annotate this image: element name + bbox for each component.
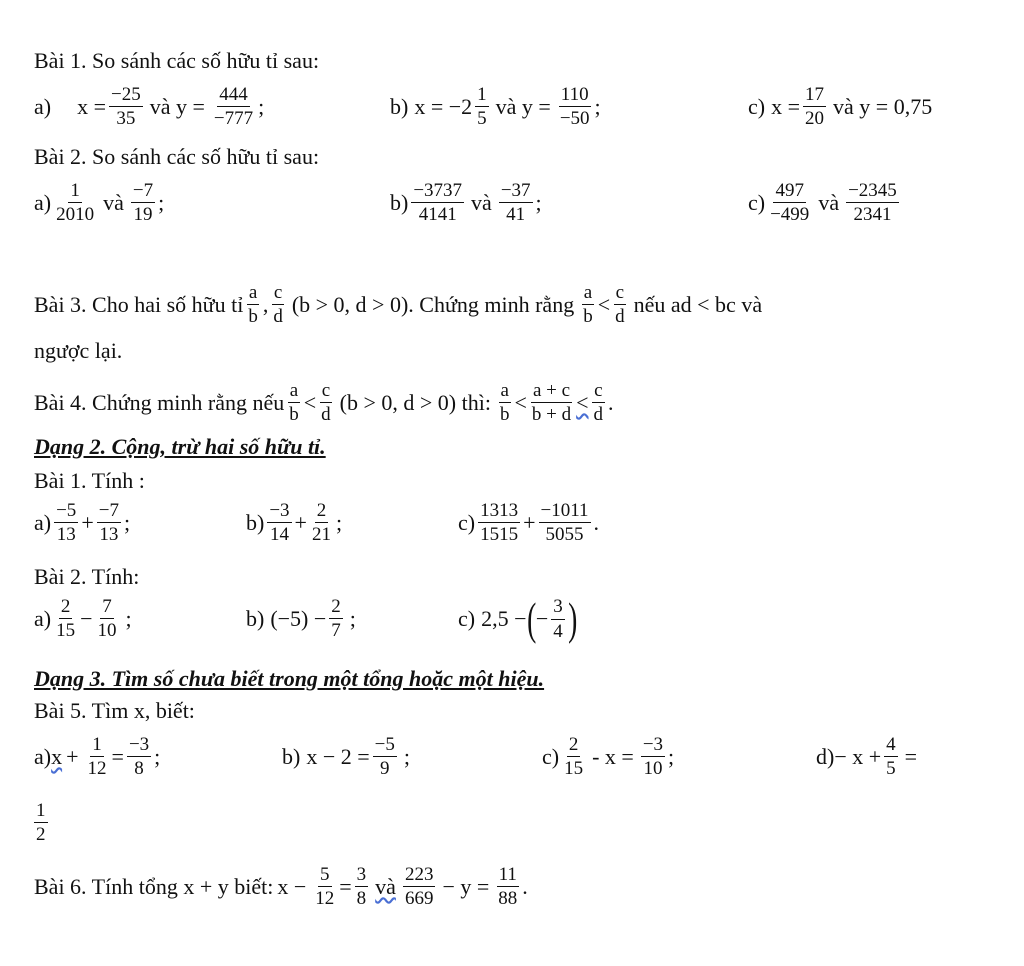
expression-text: x − 2 =: [306, 743, 370, 769]
exercise-6-line: [34, 864, 528, 910]
item-label: b): [390, 189, 409, 215]
left-parenthesis: (: [526, 593, 536, 644]
punctuation: ;: [123, 509, 131, 535]
numerator: a: [288, 380, 300, 403]
numerator: 223: [403, 864, 436, 887]
denominator: 7: [331, 620, 341, 642]
exercise-2-title: Bài 2. So sánh các số hữu tỉ sau:: [34, 144, 320, 169]
right-parenthesis: ): [567, 593, 578, 644]
denominator: 88: [498, 888, 518, 910]
operator: <: [303, 389, 317, 415]
fraction: [475, 84, 489, 130]
numerator: 17: [803, 84, 826, 107]
denominator: 13: [99, 524, 119, 546]
fraction: [96, 596, 119, 642]
numerator: 1: [34, 800, 48, 823]
exercise-5a: [34, 734, 160, 780]
numerator: −3: [267, 500, 291, 523]
denominator: 15: [564, 758, 584, 780]
punctuation: ,: [262, 291, 269, 317]
denominator: 5: [477, 108, 487, 130]
fraction: [54, 500, 78, 546]
punctuation: ;: [154, 743, 161, 769]
numerator: 2: [329, 596, 343, 619]
fraction: [267, 500, 291, 546]
expression-text: x = −2: [414, 93, 473, 119]
numerator: 2: [567, 734, 581, 757]
numerator: c: [614, 282, 626, 305]
denominator: 12: [315, 888, 335, 910]
exercise-1a: [34, 84, 264, 130]
operator: +: [66, 743, 79, 769]
expression-text: và: [471, 189, 492, 215]
denominator: −499: [770, 204, 810, 226]
denominator: 4: [553, 620, 563, 642]
s2-exercise-1c: [458, 500, 599, 546]
exercise-5b: [282, 734, 414, 780]
numerator: −7: [131, 180, 155, 203]
fraction: [478, 500, 520, 546]
operator: −: [535, 606, 549, 631]
numerator: 497: [773, 180, 806, 203]
operator: =: [904, 743, 918, 769]
fraction: [581, 282, 595, 328]
denominator: 2341: [853, 204, 892, 226]
denominator: 13: [56, 524, 76, 546]
item-label: a): [34, 93, 52, 119]
numerator: 11: [497, 864, 519, 887]
numerator: 110: [559, 84, 591, 107]
fraction: [558, 84, 592, 130]
fraction: [499, 180, 533, 226]
expression-text: x =: [77, 93, 107, 119]
denominator: b: [289, 404, 299, 426]
numerator: −5: [54, 500, 78, 523]
expression-text: − x +: [834, 743, 882, 769]
numerator: −2345: [846, 180, 899, 203]
numerator: 7: [100, 596, 114, 619]
denominator: 20: [805, 108, 825, 130]
fraction: [768, 180, 811, 226]
fraction: [641, 734, 665, 780]
expression-text: x =: [771, 93, 801, 119]
section-2-heading: Dạng 2. Cộng, trừ hai số hữu tỉ.: [34, 434, 326, 459]
numerator: −1011: [539, 500, 591, 523]
denominator: −777: [213, 108, 254, 130]
exercise-text: Bài 6. Tính tổng x + y biết:: [34, 873, 274, 899]
denominator: 5055: [545, 524, 584, 546]
item-label: b): [282, 743, 301, 769]
item-label: b): [390, 93, 409, 119]
denominator: −50: [559, 108, 590, 130]
fraction: [212, 84, 255, 130]
numerator: 1: [90, 734, 104, 757]
fraction: [496, 864, 519, 910]
denominator: 2010: [56, 204, 95, 226]
s2-exercise-2b: [246, 596, 360, 642]
denominator: d: [615, 306, 625, 328]
numerator: −5: [373, 734, 397, 757]
denominator: 669: [404, 888, 434, 910]
exercise-2b: [390, 180, 542, 226]
operator: <: [514, 389, 527, 415]
item-label: a): [34, 509, 52, 535]
expression-text: và y = 0,75: [833, 93, 933, 119]
numerator: 4: [884, 734, 898, 757]
fraction: [287, 380, 301, 426]
denominator: b + d: [531, 404, 572, 426]
numerator: 1: [68, 180, 82, 203]
numerator: c: [320, 380, 332, 403]
section-2-exercise-1-title: Bài 1. Tính :: [34, 468, 145, 493]
numerator: 1313: [478, 500, 520, 523]
punctuation: .: [593, 509, 600, 535]
exercise-1c: [748, 84, 936, 130]
fraction: [313, 864, 336, 910]
exercise-1b: [390, 84, 601, 130]
fraction: [562, 734, 585, 780]
exercise-text: Bài 4. Chứng minh rằng nếu: [34, 389, 285, 415]
denominator: 12: [87, 758, 107, 780]
exercise-1-title: Bài 1. So sánh các số hữu tỉ sau:: [34, 48, 320, 73]
exercise-2c: [748, 180, 902, 226]
expression-text: 2,5 −: [481, 606, 527, 631]
fraction: [97, 500, 121, 546]
denominator: 5: [886, 758, 896, 780]
fraction: [530, 380, 573, 426]
numerator: 2: [315, 500, 329, 523]
s2-exercise-1b: [246, 500, 342, 546]
fraction: [329, 596, 343, 642]
denominator: 10: [97, 620, 117, 642]
expression-text: và y =: [495, 93, 551, 119]
numerator: c: [592, 380, 604, 403]
fraction: [34, 800, 48, 846]
item-label: d): [816, 743, 835, 769]
fraction: [271, 282, 285, 328]
fraction: [498, 380, 512, 426]
exercise-4-line: [34, 380, 614, 426]
denominator: 35: [116, 108, 136, 130]
denominator: 4141: [418, 204, 457, 226]
punctuation: ;: [125, 605, 132, 631]
numerator: 3: [355, 864, 369, 887]
operator: +: [523, 509, 536, 535]
exercise-2a: [34, 180, 164, 226]
numerator: a: [499, 380, 511, 403]
numerator: 2: [59, 596, 73, 619]
denominator: b: [583, 306, 593, 328]
fraction: [592, 380, 606, 426]
numerator: −37: [499, 180, 533, 203]
fraction: [803, 84, 826, 130]
fraction: [373, 734, 397, 780]
denominator: 21: [311, 524, 331, 546]
numerator: c: [272, 282, 284, 305]
operator: +: [294, 509, 307, 535]
expression-text: − y =: [442, 873, 490, 899]
section-3-heading: Dạng 3. Tìm số chưa biết trong một tổng hoặc một hiệu.: [34, 666, 545, 691]
fraction: [246, 282, 260, 328]
fraction: [403, 864, 436, 910]
fraction: [131, 180, 155, 226]
operator: =: [339, 873, 352, 899]
item-label: a): [34, 189, 52, 215]
punctuation: ;: [668, 743, 675, 769]
numerator: −3: [127, 734, 151, 757]
fraction: [127, 734, 151, 780]
expression-text: (−5) −: [270, 605, 327, 631]
item-label: a): [34, 743, 52, 769]
denominator: 14: [269, 524, 289, 546]
fraction: [613, 282, 627, 328]
variable: x: [51, 743, 63, 769]
exercise-5d-result: [34, 800, 51, 846]
exercise-text: (b > 0, d > 0). Chứng minh rằng: [291, 291, 575, 317]
item-label: c): [748, 93, 766, 119]
denominator: 10: [643, 758, 663, 780]
denominator: b: [248, 306, 258, 328]
numerator: a + c: [531, 380, 572, 403]
operator: <: [597, 291, 611, 317]
item-label: c): [542, 743, 560, 769]
punctuation: ;: [535, 189, 542, 215]
punctuation: ;: [594, 93, 601, 119]
fraction: [319, 380, 333, 426]
punctuation: ;: [349, 605, 356, 631]
numerator: 1: [475, 84, 489, 107]
denominator: d: [273, 306, 283, 328]
denominator: 1515: [480, 524, 519, 546]
denominator: 19: [133, 204, 153, 226]
fraction: [54, 596, 77, 642]
denominator: 2: [36, 824, 46, 846]
numerator: −25: [109, 84, 143, 107]
denominator: d: [593, 404, 604, 426]
conjunction: và: [375, 873, 396, 899]
punctuation: .: [522, 873, 528, 899]
operator: =: [111, 743, 124, 769]
item-label: b): [246, 509, 265, 535]
expression-text: và: [818, 189, 840, 215]
exercise-3-line1: [34, 282, 766, 328]
fraction: [411, 180, 464, 226]
fraction: [54, 180, 96, 226]
numerator: 444: [217, 84, 250, 107]
s2-exercise-2a: [34, 596, 136, 642]
fraction: [884, 734, 898, 780]
punctuation: ;: [158, 189, 165, 215]
punctuation: ;: [335, 509, 343, 535]
item-label: c): [458, 606, 476, 631]
denominator: b: [499, 404, 510, 426]
exercise-text: Bài 3. Cho hai số hữu tỉ: [34, 291, 244, 317]
numerator: 3: [551, 596, 565, 619]
expression-text: x −: [277, 873, 307, 899]
denominator: 9: [380, 758, 390, 780]
section-3-exercise-5-title: Bài 5. Tìm x, biết:: [34, 698, 195, 723]
denominator: 15: [56, 620, 76, 642]
numerator: −3737: [411, 180, 464, 203]
fraction: [846, 180, 899, 226]
exercise-5d: [816, 734, 921, 780]
section-2-exercise-2-title: Bài 2. Tính:: [34, 564, 140, 589]
denominator: 41: [506, 204, 526, 226]
operator: +: [81, 509, 94, 535]
fraction: [539, 500, 591, 546]
denominator: 8: [356, 888, 367, 910]
item-label: b): [246, 605, 265, 631]
numerator: 5: [318, 864, 332, 887]
exercise-text: (b > 0, d > 0) thì:: [339, 389, 491, 415]
punctuation: ;: [403, 743, 410, 769]
s2-exercise-1a: [34, 500, 130, 546]
item-label: c): [748, 189, 766, 215]
fraction: [310, 500, 333, 546]
operator: <: [576, 389, 589, 415]
s2-exercise-2c: [458, 593, 578, 644]
exercise-3-line2: ngược lại.: [34, 338, 123, 363]
denominator: d: [321, 404, 331, 426]
item-label: c): [458, 509, 476, 535]
exercise-text: nếu ad < bc và: [633, 291, 763, 317]
fraction: [86, 734, 109, 780]
numerator: a: [582, 282, 594, 305]
punctuation: .: [608, 389, 614, 415]
numerator: a: [247, 282, 259, 305]
expression-text: - x =: [592, 743, 634, 769]
fraction: [355, 864, 369, 910]
fraction: [551, 596, 565, 642]
numerator: −3: [641, 734, 665, 757]
item-label: a): [34, 605, 52, 631]
expression-text: và y =: [149, 93, 205, 119]
numerator: −7: [97, 500, 121, 523]
expression-text: và: [103, 189, 124, 215]
denominator: 8: [134, 758, 144, 780]
exercise-5c: [542, 734, 674, 780]
operator: −: [80, 605, 93, 631]
punctuation: ;: [258, 93, 265, 119]
fraction: [109, 84, 143, 130]
